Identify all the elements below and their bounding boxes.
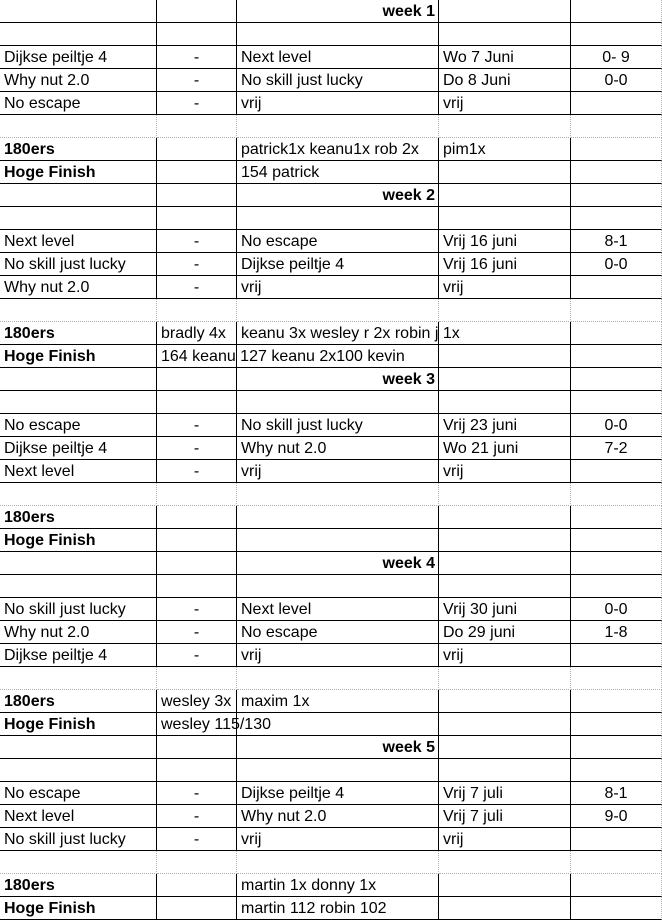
cell-empty[interactable] [571, 667, 662, 690]
one-eighty-row [0, 138, 662, 161]
week-header-row [0, 0, 662, 23]
one-eighty-value-c[interactable]: patrick1x keanu1x rob 2x [237, 138, 439, 161]
cell-empty[interactable] [237, 115, 439, 138]
cell-empty[interactable] [0, 552, 157, 575]
cell-empty[interactable] [571, 368, 662, 391]
score-cell[interactable] [571, 276, 662, 299]
one-eighty-value-c[interactable] [237, 506, 439, 529]
separator-cell[interactable]: - [157, 46, 237, 69]
score-cell[interactable]: 1-8 [571, 621, 662, 644]
high-finish-value-b[interactable] [157, 897, 237, 920]
separator-cell[interactable]: - [157, 828, 237, 851]
match-row [0, 828, 662, 851]
score-cell[interactable] [571, 460, 662, 483]
score-cell[interactable]: 8-1 [571, 230, 662, 253]
separator-cell[interactable]: - [157, 230, 237, 253]
high-finish-label[interactable]: Hoge Finish [0, 345, 157, 368]
one-eighty-value-b[interactable] [157, 874, 237, 897]
cell-empty[interactable] [0, 483, 157, 506]
cell-empty[interactable] [0, 667, 157, 690]
home-team-cell[interactable]: No skill just lucky [0, 828, 157, 851]
one-eighty-value-d[interactable] [439, 506, 571, 529]
cell-empty[interactable] [0, 0, 157, 23]
match-row [0, 782, 662, 805]
cell-empty[interactable] [571, 299, 662, 322]
away-team-cell[interactable]: vrij [237, 276, 439, 299]
high-finish-row [0, 897, 662, 920]
home-team-cell[interactable]: Dijkse peiltje 4 [0, 644, 157, 667]
cell-empty[interactable] [237, 23, 439, 46]
one-eighty-value-c[interactable]: maxim 1x [237, 690, 439, 713]
cell-empty[interactable] [157, 299, 237, 322]
home-team-cell[interactable]: No escape [0, 92, 157, 115]
cell-empty[interactable] [571, 713, 662, 736]
home-team-cell[interactable]: Why nut 2.0 [0, 276, 157, 299]
away-team-cell[interactable]: No skill just lucky [237, 414, 439, 437]
home-team-cell[interactable]: Why nut 2.0 [0, 621, 157, 644]
separator-cell[interactable]: - [157, 437, 237, 460]
blank-row [0, 575, 662, 598]
week-title: week 4 [382, 555, 435, 572]
high-finish-row [0, 713, 662, 736]
cell-empty[interactable] [237, 207, 439, 230]
cell-empty[interactable] [571, 506, 662, 529]
separator-cell[interactable]: - [157, 805, 237, 828]
away-team-cell[interactable]: vrij [237, 828, 439, 851]
match-row [0, 276, 662, 299]
cell-empty[interactable] [0, 368, 157, 391]
cell-empty[interactable] [237, 299, 439, 322]
cell-empty[interactable] [439, 184, 571, 207]
cell-empty[interactable] [157, 667, 237, 690]
cell-empty[interactable] [157, 575, 237, 598]
high-finish-label[interactable]: Hoge Finish [0, 713, 157, 736]
cell-empty[interactable] [571, 736, 662, 759]
cell-empty[interactable] [571, 552, 662, 575]
score-cell[interactable]: 0-0 [571, 253, 662, 276]
score-cell[interactable]: 0-0 [571, 414, 662, 437]
match-row [0, 644, 662, 667]
separator-cell[interactable]: - [157, 92, 237, 115]
one-eighty-value-b[interactable] [157, 138, 237, 161]
match-row [0, 414, 662, 437]
separator-cell[interactable]: - [157, 621, 237, 644]
one-eighty-label[interactable]: 180ers [0, 322, 157, 345]
score-cell[interactable] [571, 644, 662, 667]
cell-empty[interactable] [0, 736, 157, 759]
match-date-cell[interactable]: Do 8 Juni [439, 69, 571, 92]
cell-empty[interactable] [157, 483, 237, 506]
one-eighty-label[interactable]: 180ers [0, 138, 157, 161]
cell-empty[interactable] [439, 23, 571, 46]
cell-empty[interactable] [571, 138, 662, 161]
cell-empty[interactable] [571, 23, 662, 46]
cell-empty[interactable] [0, 575, 157, 598]
one-eighty-label[interactable]: 180ers [0, 690, 157, 713]
week-header-row [0, 736, 662, 759]
cell-empty[interactable] [439, 115, 571, 138]
away-team-cell[interactable]: Next level [237, 46, 439, 69]
cell-empty[interactable] [157, 759, 237, 782]
home-team-cell[interactable]: Dijkse peiltje 4 [0, 437, 157, 460]
cell-empty[interactable] [157, 115, 237, 138]
cell-empty[interactable] [157, 368, 237, 391]
cell-empty[interactable] [571, 184, 662, 207]
high-finish-row [0, 161, 662, 184]
cell-empty[interactable] [157, 184, 237, 207]
cell-empty[interactable] [0, 851, 157, 874]
score-cell[interactable] [571, 92, 662, 115]
high-finish-value-c[interactable]: 154 patrick [237, 161, 439, 184]
away-team-cell[interactable]: vrij [237, 92, 439, 115]
cell-empty[interactable] [439, 897, 571, 920]
cell-empty[interactable] [439, 736, 571, 759]
away-team-cell[interactable]: No skill just lucky [237, 69, 439, 92]
cell-empty[interactable] [439, 851, 571, 874]
one-eighty-row [0, 506, 662, 529]
score-cell[interactable]: 0-0 [571, 598, 662, 621]
home-team-cell[interactable]: No escape [0, 782, 157, 805]
blank-row [0, 667, 662, 690]
cell-empty[interactable] [571, 575, 662, 598]
away-team-cell[interactable]: Why nut 2.0 [237, 437, 439, 460]
cell-empty[interactable] [0, 207, 157, 230]
one-eighty-value-c[interactable]: martin 1x donny 1x [237, 874, 439, 897]
cell-empty[interactable] [439, 161, 571, 184]
home-team-cell[interactable]: Dijkse peiltje 4 [0, 46, 157, 69]
cell-empty[interactable] [571, 322, 662, 345]
high-finish-value-b[interactable]: 164 keanu 127 keanu 2x100 kevin [157, 345, 237, 368]
match-date-cell[interactable]: vrij [439, 276, 571, 299]
one-eighty-row [0, 690, 662, 713]
match-row [0, 460, 662, 483]
high-finish-value-c[interactable] [237, 529, 439, 552]
home-team-cell[interactable]: Why nut 2.0 [0, 69, 157, 92]
score-cell[interactable] [571, 828, 662, 851]
cell-empty[interactable] [571, 345, 662, 368]
week-header-row [0, 368, 662, 391]
match-date-cell[interactable]: vrij [439, 460, 571, 483]
score-cell[interactable]: 0- 9 [571, 46, 662, 69]
blank-row [0, 115, 662, 138]
blank-row [0, 851, 662, 874]
high-finish-value-c[interactable] [237, 345, 439, 368]
blank-row [0, 299, 662, 322]
cell-empty[interactable] [0, 759, 157, 782]
week-title: week 5 [382, 739, 435, 756]
cell-empty[interactable] [439, 0, 571, 23]
home-team-cell[interactable]: No skill just lucky [0, 598, 157, 621]
match-row [0, 46, 662, 69]
week-title: week 2 [382, 187, 435, 204]
cell-empty[interactable] [157, 736, 237, 759]
blank-row [0, 391, 662, 414]
cell-empty[interactable] [439, 529, 571, 552]
cell-empty[interactable] [571, 207, 662, 230]
high-finish-row [0, 529, 662, 552]
high-finish-value-b[interactable] [157, 161, 237, 184]
cell-empty[interactable] [571, 874, 662, 897]
high-finish-label[interactable]: Hoge Finish [0, 161, 157, 184]
match-date-cell[interactable]: Vrij 7 juli [439, 782, 571, 805]
blank-row [0, 207, 662, 230]
cell-empty[interactable] [439, 345, 571, 368]
separator-cell[interactable]: - [157, 69, 237, 92]
cell-empty[interactable] [237, 391, 439, 414]
one-eighty-row [0, 874, 662, 897]
cell-empty[interactable] [157, 552, 237, 575]
home-team-cell[interactable]: Next level [0, 230, 157, 253]
match-date-cell[interactable]: vrij [439, 828, 571, 851]
match-date-cell[interactable]: Vrij 23 juni [439, 414, 571, 437]
cell-empty[interactable] [0, 184, 157, 207]
match-date-cell[interactable]: Vrij 30 juni [439, 598, 571, 621]
cell-empty[interactable] [237, 667, 439, 690]
cell-empty[interactable] [571, 529, 662, 552]
away-team-cell[interactable]: Next level [237, 598, 439, 621]
blank-row [0, 23, 662, 46]
cell-empty[interactable] [571, 690, 662, 713]
match-date-cell[interactable]: vrij [439, 92, 571, 115]
blank-row [0, 483, 662, 506]
score-cell[interactable]: 9-0 [571, 805, 662, 828]
high-finish-value-c[interactable]: martin 112 robin 102 [237, 897, 439, 920]
cell-empty[interactable] [157, 207, 237, 230]
home-team-cell[interactable]: Next level [0, 460, 157, 483]
cell-empty[interactable] [571, 851, 662, 874]
cell-empty[interactable] [571, 391, 662, 414]
match-row [0, 437, 662, 460]
one-eighty-value-d[interactable] [439, 322, 571, 345]
cell-empty[interactable] [571, 759, 662, 782]
cell-empty[interactable] [571, 161, 662, 184]
cell-empty[interactable] [571, 483, 662, 506]
match-row [0, 598, 662, 621]
home-team-cell[interactable]: Next level [0, 805, 157, 828]
match-row [0, 253, 662, 276]
week-title: week 3 [382, 371, 435, 388]
one-eighty-value-d[interactable] [439, 690, 571, 713]
one-eighty-value-b[interactable]: wesley 3x [157, 690, 237, 713]
week-header-row [0, 184, 662, 207]
match-row [0, 69, 662, 92]
match-row [0, 92, 662, 115]
match-date-cell[interactable]: Vrij 16 juni [439, 230, 571, 253]
one-eighty-value-d[interactable]: pim1x [439, 138, 571, 161]
one-eighty-value-c[interactable]: keanu 3x wesley r 2x robin j 1x [237, 322, 439, 345]
one-eighty-value-d[interactable] [439, 874, 571, 897]
cell-empty[interactable] [439, 759, 571, 782]
separator-cell[interactable]: - [157, 644, 237, 667]
away-team-cell[interactable]: Why nut 2.0 [237, 805, 439, 828]
one-eighty-value-b[interactable]: bradly 4x [157, 322, 237, 345]
one-eighty-value-b[interactable] [157, 506, 237, 529]
high-finish-value-b[interactable] [157, 529, 237, 552]
cell-empty[interactable] [439, 575, 571, 598]
high-finish-row [0, 345, 662, 368]
one-eighty-row [0, 322, 662, 345]
match-date-cell[interactable]: Vrij 16 juni [439, 253, 571, 276]
match-row [0, 805, 662, 828]
separator-cell[interactable]: - [157, 253, 237, 276]
cell-empty[interactable] [237, 759, 439, 782]
cell-empty[interactable] [0, 115, 157, 138]
cell-empty[interactable] [439, 552, 571, 575]
high-finish-label[interactable]: Hoge Finish [0, 897, 157, 920]
cell-empty[interactable] [571, 0, 662, 23]
cell-empty[interactable] [237, 575, 439, 598]
home-team-cell[interactable]: No escape [0, 414, 157, 437]
cell-empty[interactable] [571, 897, 662, 920]
week-title: week 1 [382, 3, 435, 20]
cell-empty[interactable] [439, 299, 571, 322]
cell-empty[interactable] [439, 207, 571, 230]
match-date-cell[interactable]: vrij [439, 644, 571, 667]
match-date-cell[interactable]: Vrij 7 juli [439, 805, 571, 828]
match-row [0, 621, 662, 644]
separator-cell[interactable]: - [157, 414, 237, 437]
separator-cell[interactable]: - [157, 460, 237, 483]
one-eighty-label[interactable]: 180ers [0, 874, 157, 897]
high-finish-value-b[interactable]: wesley 115/130 [157, 713, 237, 736]
score-cell[interactable]: 8-1 [571, 782, 662, 805]
cell-empty[interactable] [0, 299, 157, 322]
high-finish-label[interactable]: Hoge Finish [0, 529, 157, 552]
match-date-cell[interactable]: Wo 7 Juni [439, 46, 571, 69]
score-cell[interactable]: 0-0 [571, 69, 662, 92]
match-date-cell[interactable]: Do 29 juni [439, 621, 571, 644]
score-cell[interactable]: 7-2 [571, 437, 662, 460]
cell-empty[interactable] [237, 851, 439, 874]
cell-empty[interactable] [571, 115, 662, 138]
high-finish-value-c[interactable] [237, 713, 439, 736]
away-team-cell[interactable]: No escape [237, 230, 439, 253]
one-eighty-label[interactable]: 180ers [0, 506, 157, 529]
separator-cell[interactable]: - [157, 598, 237, 621]
away-team-cell[interactable]: Dijkse peiltje 4 [237, 782, 439, 805]
cell-empty[interactable] [439, 391, 571, 414]
cell-empty[interactable] [439, 667, 571, 690]
cell-empty[interactable] [439, 368, 571, 391]
cell-empty[interactable] [157, 391, 237, 414]
away-team-cell[interactable]: vrij [237, 644, 439, 667]
away-team-cell[interactable]: vrij [237, 460, 439, 483]
match-date-cell[interactable]: Wo 21 juni [439, 437, 571, 460]
week-header-row [0, 552, 662, 575]
cell-empty[interactable] [0, 23, 157, 46]
cell-empty[interactable] [157, 851, 237, 874]
separator-cell[interactable]: - [157, 782, 237, 805]
cell-empty[interactable] [157, 23, 237, 46]
home-team-cell[interactable]: No skill just lucky [0, 253, 157, 276]
away-team-cell[interactable]: Dijkse peiltje 4 [237, 253, 439, 276]
cell-empty[interactable] [237, 483, 439, 506]
match-row [0, 230, 662, 253]
cell-empty[interactable] [439, 713, 571, 736]
cell-empty[interactable] [0, 391, 157, 414]
cell-empty[interactable] [439, 483, 571, 506]
away-team-cell[interactable]: No escape [237, 621, 439, 644]
separator-cell[interactable]: - [157, 276, 237, 299]
cell-empty[interactable] [157, 0, 237, 23]
blank-row [0, 759, 662, 782]
